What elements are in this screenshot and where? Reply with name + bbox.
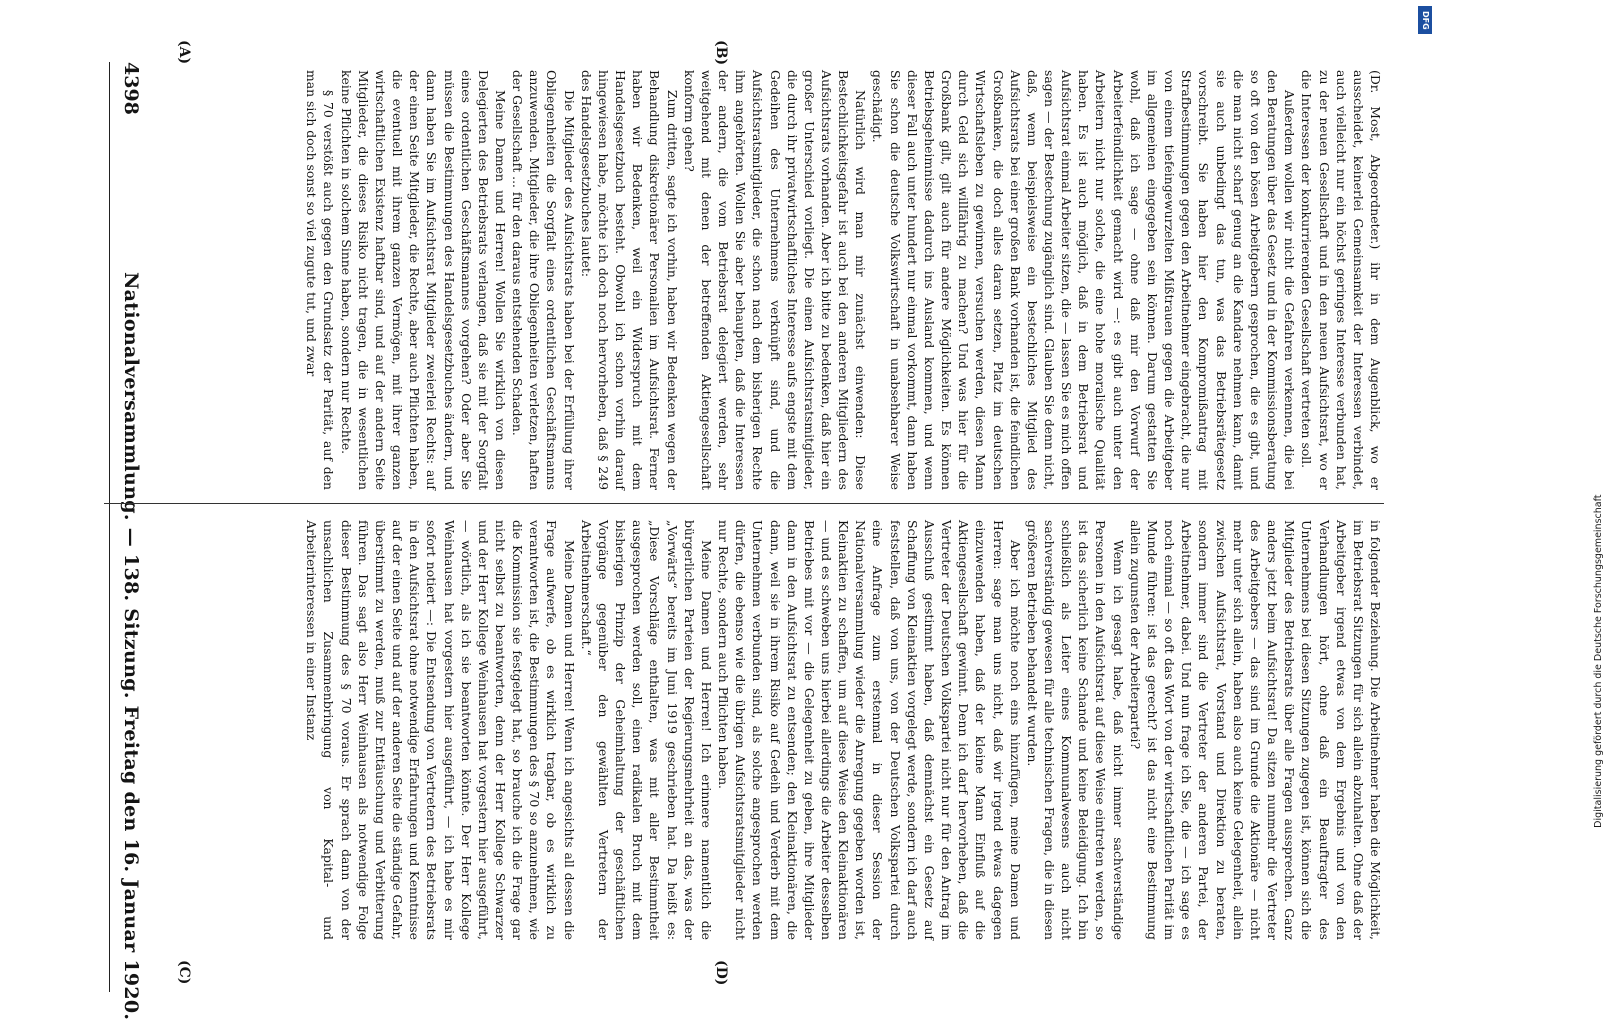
page-title: Nationalversammlung. — 138. Sitzung. Freitag den 16. Januar 1920. <box>120 272 142 1020</box>
paragraph: in folgender Beziehung. Die Arbeitnehmer haben die Möglichkeit, im Betriebsrat Sitzungen für sich allein abzuhalten. Ohne daß der Arbeitgeber irgend etwas von dem Ergebnis und von den Verhandlungen hört, ohne daß ein Beauftragter des Unternehmens bei diesen Sitzungen zugegen ist, können sich die Mitglieder des Betriebsrats über alle Fragen aussprechen. Ganz anders jetzt beim Aufsichtsrat! Da sitzen nunmehr die Vertreter des Arbeitgebers — das sind im Grunde die Aktionäre — nicht mehr unter sich allein, haben also auch keine Gelegenheit, allein zwischen Aufsichtsrat, Vorstand und Direktion zu beraten, sondern immer sind die Vertreter der anderen Partei, der Arbeitnehmer, dabei. Und nun frage ich Sie, die — ich sage es noch einmal — so oft das Wort von der wirtschaftlichen Parität im Munde führen: ist das gerecht? ist das nicht eine Bestimmung allein zugunsten der Arbeiterpartei? <box>1127 520 1383 940</box>
page-number: 4398 <box>120 62 142 115</box>
paragraph: Wenn ich gesagt habe, daß nicht immer sachverständige Personen in den Aufsichtsrat auf diese Weise eintreten werden, so ist das sicherlich keine Schande und keine Beleidigung. Ich bin schließlich als Leiter eines Kommunalwesens auch nicht sachverständig gewesen für alle technischen Fragen, die in diesen größeren Betrieben behandelt wurden. <box>1024 520 1126 940</box>
column-divider <box>104 503 1384 504</box>
paragraph: Meine Damen und Herren! Wollen Sie wirklich von diesen Delegierten des Betriebsrats verlangen, daß sie mit der Sorgfalt eines ordentlichen Geschäftsmannes vorgehen? Oder aber Sie müssen die Bestimmungen des Handelsgesetzbuches ändern, und dann haben Sie im Aufsichtsrat Mitglieder zweierlei Rechts: auf der einen Seite Mitglieder, die Rechte, aber auch Pflichten haben, die eventuell mit ihrem ganzen Vermögen, mit ihrer ganzen wirtschaftlichen Existenz haftbar sind, und auf der andern Seite Mitglieder, die dieses Risiko nicht tragen, die in wesentlichen keine Pflichten in solchem Sinne haben, sondern nur Rechte. <box>338 70 509 490</box>
margin-mark-d: (D) <box>713 960 729 986</box>
dfg-logo: DFG <box>1418 6 1432 34</box>
margin-mark-c: (C) <box>176 960 192 985</box>
paragraph: Zum dritten, sagte ich vorhin, haben wir Bedenken wegen der Behandlung diskretionärer Personalien im Aufsichtsrat. Ferner haben wir Bedenken, weil ein Widerspruch mit dem Handelsgesetzbuch besteht. Obwohl ich schon vorhin darauf hingewiesen habe, möchte ich doch noch hervorheben, daß § 249 des Handelsgesetzbuches lautet: <box>578 70 680 490</box>
text-column-right <box>104 520 1384 940</box>
paragraph: Außerdem wollen wir nicht die Gefahren verkennen, die bei den Beratungen über das Gesetz und in der Kommissionsberatung so oft von den bösen Arbeitgebern gesprochen, die es gibt, und die man nicht scharf genug an die Kandare nehmen kann, damit sie auch unbedingt das tun, was das Betriebsrätegesetz vorschreibt. Sie haben hier den Kompromißantrag mit Strafbestimmungen gegen den Arbeitnehmer eingebracht, die nur von einem tiefeingewurzelten Mißtrauen gegen die Arbeitgeber im allgemeinen eingegeben sein können. Darum gestatten Sie wohl, daß ich sage — ohne daß mir den Vorwurf der Arbeiterfeindlichkeit gemacht wird —: es gibt auch unter den Arbeitern nicht nur solche, die eine hohe moralische Qualität haben. Es ist auch möglich, daß in dem Betriebsrat und Aufsichtsrat einmal Arbeiter sitzen, die — lassen Sie es mich offen sagen — der Bestechung zugänglich sind. Glauben Sie denn nicht, daß, wenn beispielsweise ein bestechliches Mitglied des Aufsichtsrats bei einer großen Bank vorhanden ist, die feindlichen Großbanken, die doch alles daran setzen, Platz im deutschen Wirtschaftsleben zu gewinnen, versuchen werden, diesen Mann durch Geld sich willfährig zu machen? Und was hier für die Großbank gilt, gilt auch für andere Möglichkeiten. Es können Betriebsgeheimnisse dadurch ins Ausland kommen, und wenn dieser Fall auch unter hundert nur einmal vorkommt, dann haben Sie schon die deutsche Volkswirtschaft in unabsehbarer Weise geschädigt. <box>870 70 1298 490</box>
margin-mark-a: (A) <box>176 40 192 65</box>
text-column-left <box>104 70 1384 490</box>
margin-mark-b: (B) <box>713 40 729 66</box>
paragraph-quote: Die Mitglieder des Aufsichtsrats haben bei der Erfüllung ihrer Obliegenheiten die Sorgfalt eines ordentlichen Geschäftsmanns anzuwenden. Mitglieder, die ihre Obliegenheiten verletzen, haften der Gesellschaft ... für den daraus entstehenden Schaden. <box>510 70 577 490</box>
funder-note: Digitalisierung gefördert durch die Deutsche Forschungsgemeinschaft <box>1592 494 1604 828</box>
paragraph: Meine Damen und Herren! Ich erinnere namentlich die bürgerlichen Parteien der Regierungsmehrheit an das, was der „Vorwärts“ bereits im Juni 1919 geschrieben hat. Da heißt es: „Diese Vorschläge enthalten, was mit aller Bestimmtheit ausgesprochen werden soll, einen radikalen Bruch mit dem bisherigen Prinzip der Geheimhaltung der geschäftlichen Vorgänge gegenüber den gewählten Vertretern der Arbeitnehmerschaft.“ <box>578 520 714 940</box>
paragraph: (Dr. Most, Abgeordneter.) ihr in dem Augenblick, wo er ausscheidet, keinerlei Gemeinsamkeit der Interessen verbindet, auch vielleicht nur ein höchst geringes Interesse verbunden hat, zu der neuen Gesellschaft und in den neuen Aufsichtsrat, wo er die Interessen der konkurrierenden Gesellschaft vertreten soll. <box>1299 70 1383 490</box>
paragraph: Meine Damen und Herren! Wenn ich angesichts all dessen die Frage aufwerfe, ob es wirklich tragbar, ob es wirklich zu verantworten ist, die Bestimmungen des § 70 so anzunehmen, wie die Kommission sie festgelegt hat, so brauche ich die Frage gar nicht selbst zu beantworten, denn der Herr Kollege Schwarzer und der Herr Kollege Weinhausen hat vorgestern hier ausgeführt, — wörtlich, als ich sie beantworten könnte. Der Herr Kollege Weinhausen hat vorgestern hier ausgeführt, — ich habe es mir sofort notiert —: Die Entsendung von Vertretern des Betriebsrats in den Aufsichtsrat ohne notwendige Erfahrungen und Kenntnisse auf der einen Seite und auf der anderen Seite die ständige Gefahr, überstimmt zu werden, muß zur Enttäuschung und Verbitterung führen. Das sagt also Herr Weinhausen als notwendige Folge dieser Bestimmung des § 70 voraus. Er sprach dann von der unsachlichen Zusammenbringung von Kapital- und Arbeiterinteressen in einer Instanz <box>304 520 577 940</box>
paragraph: Aber ich möchte noch eins hinzufügen, meine Damen und Herren: sage man uns nicht, daß wir irgend etwas dagegen einzuwenden haben, daß der kleine Mann Einfluß auf die Aktiengesellschaft gewinnt. Denn ich darf hervorheben, daß die Vertreter der Deutschen Volkspartei nicht nur für den Antrag im Ausschuß gestimmt haben, daß demnächst ein Gesetz auf Schaffung von Kleinaktien vorgelegt werde, sondern ich darf auch feststellen, daß von uns, von der Deutschen Volkspartei durch eine Anfrage zum erstenmal in dieser Session der Nationalversammlung wieder die Anregung gegeben worden ist, Kleinaktien zu schaffen, um auf diese Weise den Kleinaktionären — und es schweben uns hierbei allerdings die Arbeiter desselben Betriebes mit vor — die Gelegenheit zu geben, ihre Mitglieder dann in den Aufsichtsrat zu entsenden; den Kleinaktionären, die dann, weil sie in ihrem Risiko auf Gedeih und Verderb mit dem Unternehmen verbunden sind, als solche angesprochen werden dürfen, die ebenso wie die übrigen Aufsichtsratsmitglieder nicht nur Rechte, sondern auch Pflichten haben. <box>716 520 1023 940</box>
paragraph: Natürlich wird man mir zunächst einwenden: Diese Bestechlichkeitsgefahr ist auch bei den anderen Mitgliedern des Aufsichtsrats vorhanden. Aber ich bitte zu bedenken, daß hier ein großer Unterschied vorliegt. Die einen Aufsichtsratsmitglieder, die durch ihr privatwirtschaftliches Interesse aufs engste mit dem Gedeihen des Unternehmens verknüpft sind, und die Aufsichtsratsmitglieder, die schon nach dem bisherigen Rechte ihm angehörten. Wollen Sie aber behaupten, daß die Interessen der andern, die vom Betriebsrat delegiert werden, sehr weitgehend mit denen der betreffenden Aktiengesellschaft konform gehen? <box>681 70 869 490</box>
paragraph: § 70 verstößt auch gegen den Grundsatz der Parität, auf den man sich doch sonst so viel zugute tut, und zwar <box>304 70 337 490</box>
